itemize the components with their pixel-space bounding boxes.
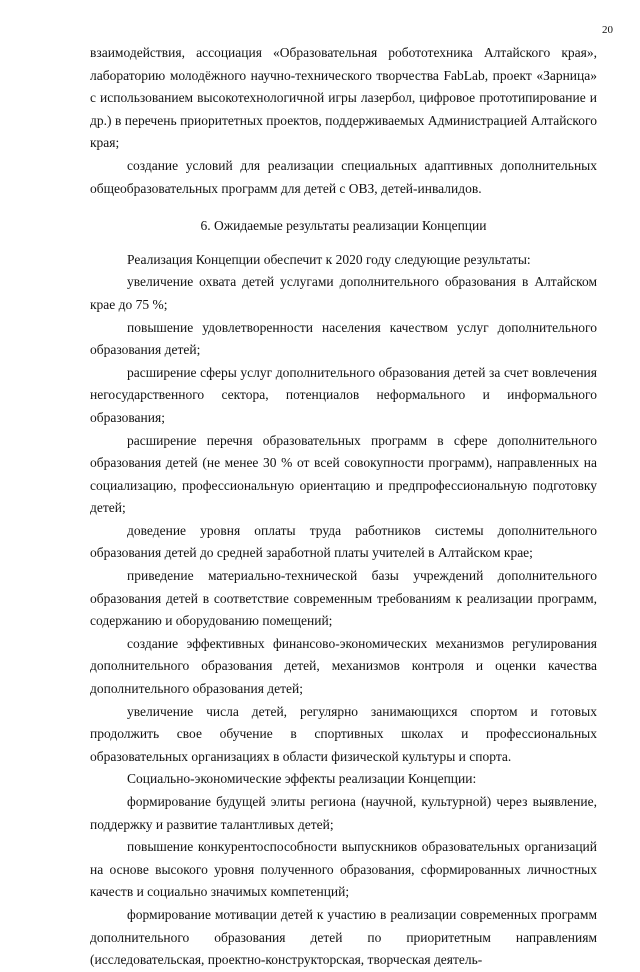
effects-intro: Социально-экономические эффекты реализации Концепции: <box>127 771 477 787</box>
result-item: увеличение числа детей, регулярно занимающихся спортом и готовых продолжить свое обучение в спортивных школах и профессиональных образовательных организациях в области физической культуры и спорта. <box>90 703 597 764</box>
result-item: создание эффективных финансово-экономических механизмов регулирования дополнительного образования детей, механизмов контроля и оценки качества дополнительного образования детей; <box>90 635 597 697</box>
result-item: приведение материально-технической базы учреждений дополнительного образования детей в соответствие современным требованиям к реализации программ, содержанию и оборудованию помещений; <box>90 568 597 629</box>
effect-item: повышение конкурентоспособности выпускников образовательных организаций на основе высокого уровня полученного образования, сформированных личностных качеств и социально значимых компетенций; <box>90 839 597 900</box>
result-item: расширение сферы услуг дополнительного образования детей за счет вовлечения негосударственного сектора, потенциалов неформального и информального образования; <box>90 364 597 425</box>
results-intro: Реализация Концепции обеспечит к 2020 году следующие результаты: <box>127 251 531 267</box>
result-item: расширение перечня образовательных программ в сфере дополнительного образования детей (не менее 30 % от всей совокупности программ), направленных на социализацию, профессиональную ориентацию и предпрофессиональную подготовку детей; <box>90 432 597 516</box>
effect-item: формирование будущей элиты региона (научной, культурной) через выявление, поддержку и развитие талантливых детей; <box>90 794 597 832</box>
result-item: доведение уровня оплаты труда работников системы дополнительного образования детей до средней заработной платы учителей в Алтайском крае; <box>90 522 597 561</box>
page-number: 20 <box>602 24 613 36</box>
section-heading: 6. Ожидаемые результаты реализации Концепции <box>200 218 487 234</box>
document-body <box>90 42 597 972</box>
result-item: повышение удовлетворенности населения качеством услуг дополнительного образования детей; <box>90 319 597 358</box>
result-item: увеличение охвата детей услугами дополнительного образования в Алтайском крае до 75 %; <box>90 274 597 312</box>
paragraph: взаимодействия, ассоциация «Образовательная робототехника Алтайского края», лабораторию молодёжного научно-технического творчества FabLab, проект «Зарница» с использованием высокотехнологичной игры лазербол, цифровое прототипирование и др.) в перечень приоритетных проектов, поддерживаемых Администрацией Алтайского края; <box>90 45 597 151</box>
paragraph: создание условий для реализации специальных адаптивных дополнительных общеобразовательных программ для детей с ОВЗ, детей-инвалидов. <box>90 157 597 196</box>
effect-item: формирование мотивации детей к участию в реализации современных программ дополнительного образования детей по приоритетным направлениям (исследовательская, проектно-конструкторская, творческая деятель- <box>90 906 597 968</box>
